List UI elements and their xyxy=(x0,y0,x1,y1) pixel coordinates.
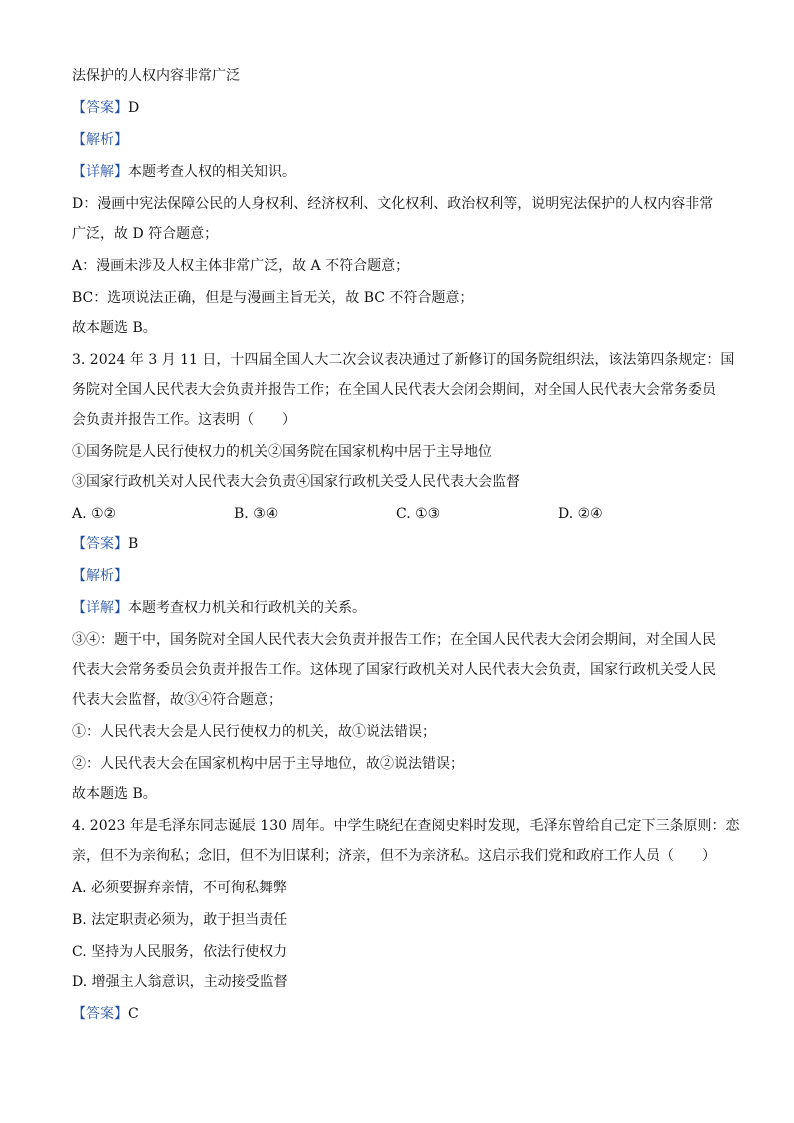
answer-tag: 【答案】 xyxy=(72,100,128,116)
text-line: 代表大会常务委员会负责并报告工作。这体现了国家行政机关对人民代表大会负责，国家行政机关受人民 xyxy=(72,662,716,678)
question-stem: 4. 2023 年是毛泽东同志诞辰 130 周年。中学生晓纪在查阅史料时发现，毛泽东曾给自己定下三条原则：恋 xyxy=(72,818,740,834)
option-d: D. ②④ xyxy=(558,506,603,522)
conclusion-line: 故本题选 B。 xyxy=(72,786,157,802)
option-a: A. 必须要摒弃亲情，不可徇私舞弊 xyxy=(72,880,288,896)
answer-value: D xyxy=(128,100,140,116)
answer-line xyxy=(72,1004,732,1024)
option-c: C. 坚持为人民服务，依法行使权力 xyxy=(72,944,288,960)
answer-line xyxy=(72,98,732,118)
detail-line xyxy=(72,598,732,618)
text-line: ③④：题干中，国务院对全国人民代表大会负责并报告工作；在全国人民代表大会闭会期间，对全国人民 xyxy=(72,632,716,648)
analysis-tag: 【解析】 xyxy=(72,568,128,584)
option-a: A. ①② xyxy=(72,506,117,522)
question-stem: 务院对全国人民代表大会负责并报告工作；在全国人民代表大会闭会期间，对全国人民代表大会常务委员 xyxy=(72,382,716,398)
analysis-tag: 【解析】 xyxy=(72,132,128,148)
question-stem: 3. 2024 年 3 月 11 日，十四届全国人大二次会议表决通过了新修订的国务院组织法，该法第四条规定：国 xyxy=(72,352,735,368)
option-b: B. 法定职责必须为，敢于担当责任 xyxy=(72,912,288,928)
text-line: A：漫画未涉及人权主体非常广泛，故 A 不符合题意； xyxy=(72,258,410,274)
detail-line xyxy=(72,162,732,182)
answer-value: C xyxy=(128,1006,139,1022)
answer-value: B xyxy=(128,536,139,552)
answer-line xyxy=(72,534,732,554)
answer-tag: 【答案】 xyxy=(72,536,128,552)
detail-text: 本题考查权力机关和行政机关的关系。 xyxy=(128,600,366,616)
question-stem: 会负责并报告工作。这表明（ ） xyxy=(72,412,296,428)
option-c: C. ①③ xyxy=(396,506,441,522)
text-line: 广泛，故 D 符合题意； xyxy=(72,226,219,242)
analysis-line xyxy=(72,566,732,586)
detail-tag: 【详解】 xyxy=(72,600,128,616)
text-line: ①：人民代表大会是人民行使权力的机关，故①说法错误； xyxy=(72,724,436,740)
text-line: D：漫画中宪法保障公民的人身权利、经济权利、文化权利、政治权利等，说明宪法保护的人权内容非常 xyxy=(72,196,714,212)
answer-tag: 【答案】 xyxy=(72,1006,128,1022)
text-line: 代表大会监督，故③④符合题意； xyxy=(72,692,282,708)
option-d: D. 增强主人翁意识，主动接受监督 xyxy=(72,974,288,990)
statement-items: ③国家行政机关对人民代表大会负责④国家行政机关受人民代表大会监督 xyxy=(72,474,520,490)
analysis-line xyxy=(72,130,732,150)
question-stem: 亲，但不为亲徇私；念旧，但不为旧谋利；济亲，但不为亲济私。这启示我们党和政府工作人员（ ） xyxy=(72,848,716,864)
option-b: B. ③④ xyxy=(234,506,279,522)
statement-items: ①国务院是人民行使权力的机关②国务院在国家机构中居于主导地位 xyxy=(72,444,492,460)
text-line: BC：选项说法正确，但是与漫画主旨无关，故 BC 不符合题意； xyxy=(72,290,474,306)
text-line: 法保护的人权内容非常广泛 xyxy=(72,68,240,84)
text-line: ②：人民代表大会在国家机构中居于主导地位，故②说法错误； xyxy=(72,756,464,772)
detail-text: 本题考查人权的相关知识。 xyxy=(128,164,296,180)
detail-tag: 【详解】 xyxy=(72,164,128,180)
conclusion-line: 故本题选 B。 xyxy=(72,320,157,336)
